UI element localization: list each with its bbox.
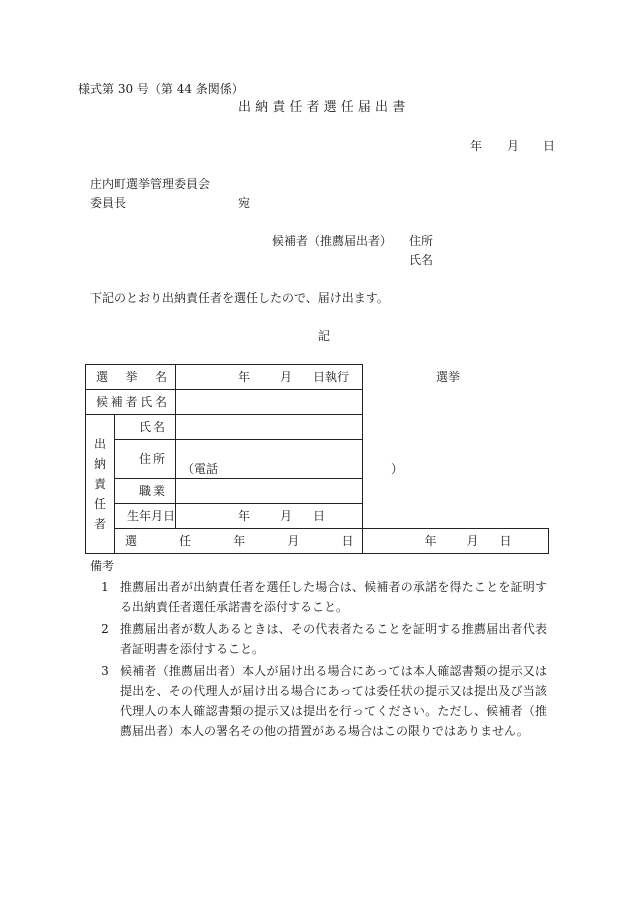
date-year[interactable]: 年 (470, 139, 483, 153)
ki-label: 記 (318, 329, 331, 343)
t-phone-close: ） (391, 462, 404, 476)
note-text: 推薦届出者が数人あるときは、その代表者たることを証明する推薦届出者代表者証明書を添付すること。 (120, 622, 547, 656)
election-label: 選 挙 名 (86, 365, 176, 390)
appoint-month: 月 (466, 534, 479, 548)
appoint-year: 年 (424, 534, 437, 548)
candidate-label: 候 補 者 氏 名 (86, 390, 176, 415)
note-item (90, 577, 560, 617)
note-text: 候補者（推薦届出者）本人が届け出る場合にあっては本人確認書類の提示又は提出を、その代理人が届け出る場合にあっては委任状の提示又は提出及び当該代理人の本人確認書類の提示又は提出を行ってください。ただし、候補者（推薦届出者）本人の署名その他の措置がある場合はこの限りではありません。 (120, 664, 547, 738)
date-month[interactable]: 月 (507, 139, 520, 153)
addressee-honorific: 宛 (238, 196, 251, 210)
applicant-name-label[interactable]: 氏名 (409, 253, 434, 267)
appoint-label: 選 任 年 月 日 (115, 529, 363, 554)
note-number: 2 (101, 622, 109, 636)
election-year: 年 (238, 370, 251, 384)
note-item (90, 661, 560, 741)
t-birth-day: 日 (313, 509, 326, 523)
election-month: 月 (280, 370, 293, 384)
candidate-row (86, 390, 549, 415)
t-birth-year: 年 (238, 509, 251, 523)
date-day[interactable]: 日 (543, 139, 556, 153)
election-value[interactable] (176, 365, 461, 390)
appoint-row (86, 529, 549, 554)
appoint-value[interactable] (362, 529, 549, 554)
notes-section (90, 557, 560, 741)
t-name-label: 氏 名 (115, 415, 176, 440)
t-birth-value[interactable] (176, 504, 362, 529)
election-row (86, 365, 549, 390)
election-suffix: 選挙 (436, 370, 461, 384)
treasurer-job-row (86, 479, 549, 504)
t-name-value[interactable] (176, 415, 362, 440)
t-birth-label: 生 年 月 日 (115, 504, 176, 529)
addressee-organization: 庄内町選挙管理委員会 (90, 177, 211, 191)
form-number: 様式第 30 号（第 44 条関係） (78, 82, 244, 96)
note-item (90, 619, 560, 659)
addressee-chair: 委員長 (90, 196, 127, 210)
candidate-value[interactable] (176, 390, 362, 415)
treasurer-name-row (86, 415, 549, 440)
t-job-value[interactable] (176, 479, 362, 504)
t-phone-open: （電話 (182, 462, 219, 476)
note-number: 3 (101, 664, 109, 678)
intro-text: 下記のとおり出納責任者を選任したので、届け出ます。 (90, 291, 389, 305)
document-title: 出 納 責 任 者 選 任 届 出 書 (238, 100, 406, 115)
t-address-label: 住 所 (115, 440, 176, 479)
t-job-label: 職 業 (115, 479, 176, 504)
applicant-address-label[interactable]: 住所 (409, 234, 434, 248)
notes-heading: 備考 (90, 559, 115, 573)
appoint-day: 日 (499, 534, 512, 548)
form-table (85, 364, 549, 554)
note-number: 1 (101, 580, 109, 594)
election-day: 日執行 (313, 370, 350, 384)
t-birth-month: 月 (280, 509, 293, 523)
note-text: 推薦届出者が出納責任者を選任した場合は、候補者の承諾を得たことを証明する出納責任者選任承諾書を添付すること。 (120, 580, 547, 614)
treasurer-birth-row (86, 504, 549, 529)
applicant-role: 候補者（推薦届出者） (272, 234, 393, 248)
treasurer-address-row (86, 440, 549, 479)
treasurer-label: 出 納 責 任 者 (86, 415, 115, 554)
t-address-value[interactable] (176, 440, 404, 479)
